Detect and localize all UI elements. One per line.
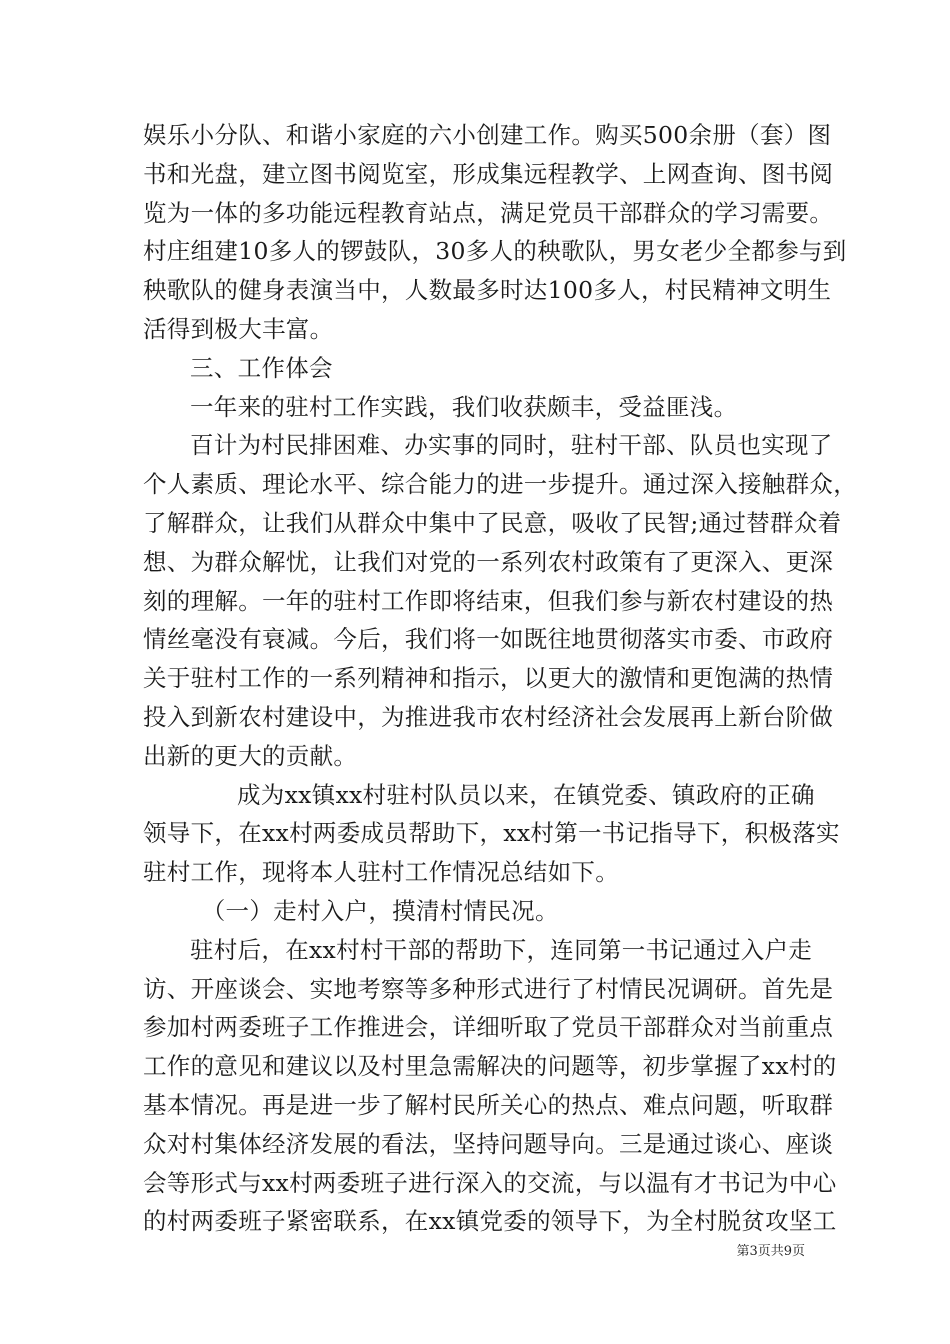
text-line: 活得到极大丰富。	[143, 314, 334, 343]
page-number: 第3页共9页	[736, 1244, 805, 1259]
document-body	[143, 116, 857, 1241]
text-line: 了解群众，让我们从群众中集中了民意，吸收了民智;通过替群众着	[143, 508, 842, 537]
text-line: 驻村后，在xx村村干部的帮助下，连同第一书记通过入户走	[190, 935, 813, 964]
text-line: 秧歌队的健身表演当中，人数最多时达100多人，村民精神文明生	[143, 276, 832, 305]
text-line: 众对村集体经济发展的看法，坚持问题导向。三是通过谈心、座谈	[143, 1129, 834, 1158]
text-line: 投入到新农村建设中，为推进我市农村经济社会发展再上新台阶做	[143, 702, 834, 731]
text-line: 村庄组建10多人的锣鼓队，30多人的秧歌队，男女老少全都参与到	[143, 237, 847, 266]
text-line: 三、工作体会	[190, 353, 333, 382]
text-line: 领导下，在xx村两委成员帮助下，xx村第一书记指导下，积极落实	[143, 819, 840, 848]
text-line: 个人素质、理论水平、综合能力的进一步提升。通过深入接触群众，	[143, 470, 857, 499]
text-line: 访、开座谈会、实地考察等多种形式进行了村情民况调研。首先是	[143, 974, 834, 1003]
text-line: 娱乐小分队、和谐小家庭的六小创建工作。购买500余册（套）图	[143, 121, 832, 149]
text-line: （一）走村入户，摸清村情民况。	[201, 896, 559, 925]
text-line: 览为一体的多功能远程教育站点，满足党员干部群众的学习需要。	[143, 198, 834, 227]
text-line: 一年来的驻村工作实践，我们收获颇丰，受益匪浅。	[190, 392, 738, 421]
text-line: 成为xx镇xx村驻村队员以来，在镇党委、镇政府的正确	[237, 780, 815, 809]
text-line: 想、为群众解忧，让我们对党的一系列农村政策有了更深入、更深	[143, 547, 834, 576]
text-line: 百计为村民排困难、办实事的同时，驻村干部、队员也实现了	[190, 431, 833, 460]
text-line: 基本情况。再是进一步了解村民所关心的热点、难点问题，听取群	[143, 1090, 834, 1119]
text-line: 出新的更大的贡献。	[143, 741, 358, 770]
text-line: 会等形式与xx村两委班子进行深入的交流，与以温有才书记为中心	[143, 1168, 837, 1197]
text-line: 书和光盘，建立图书阅览室，形成集远程教学、上网查询、图书阅	[143, 159, 834, 188]
text-line: 的村两委班子紧密联系，在xx镇党委的领导下，为全村脱贫攻坚工	[143, 1207, 837, 1236]
text-line: 工作的意见和建议以及村里急需解决的问题等，初步掌握了xx村的	[143, 1052, 837, 1081]
text-line: 参加村两委班子工作推进会，详细听取了党员干部群众对当前重点	[143, 1013, 834, 1042]
text-line: 刻的理解。一年的驻村工作即将结束，但我们参与新农村建设的热	[143, 586, 834, 615]
text-line: 关于驻村工作的一系列精神和指示，以更大的激情和更饱满的热情	[143, 664, 834, 693]
text-line: 驻村工作，现将本人驻村工作情况总结如下。	[143, 858, 619, 887]
text-line: 情丝毫没有衰减。今后，我们将一如既往地贯彻落实市委、市政府	[143, 625, 834, 654]
